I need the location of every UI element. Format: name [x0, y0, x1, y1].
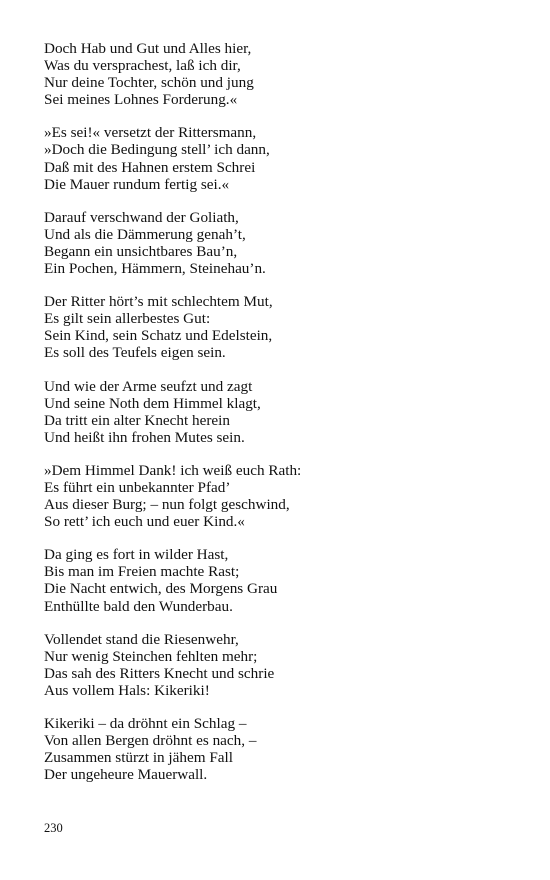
- stanza-2: [44, 124, 514, 192]
- verse-line: Was du versprachest, laß ich dir,: [44, 57, 241, 75]
- page-number: 230: [44, 821, 63, 835]
- verse-line: Ein Pochen, Hämmern, Steinehau’n.: [44, 260, 266, 278]
- stanza-7: [44, 546, 514, 614]
- verse-line: Und als die Dämmerung genah’t,: [44, 225, 246, 243]
- verse-line: Es soll des Teufels eigen sein.: [44, 344, 226, 362]
- verse-line: Vollendet stand die Riesenwehr,: [44, 630, 239, 648]
- verse-line: Und wie der Arme seufzt und zagt: [44, 377, 253, 395]
- verse-line: Aus dieser Burg; – nun folgt geschwind,: [44, 496, 290, 514]
- verse-line: Zusammen stürzt in jähem Fall: [44, 749, 233, 767]
- verse-line: Sei meines Lohnes Forderung.«: [44, 91, 238, 109]
- verse-line: Die Mauer rundum fertig sei.«: [44, 175, 230, 193]
- verse-line: So rett’ ich euch und euer Kind.«: [44, 513, 245, 531]
- verse-line: Darauf verschwand der Goliath,: [44, 208, 239, 226]
- verse-line: Nur deine Tochter, schön und jung: [44, 74, 254, 92]
- stanza-4: [44, 293, 514, 361]
- verse-line: Daß mit des Hahnen erstem Schrei: [44, 158, 256, 176]
- verse-line: Und seine Noth dem Himmel klagt,: [44, 394, 261, 412]
- stanza-1: [44, 40, 514, 108]
- verse-line: Kikeriki – da dröhnt ein Schlag –: [44, 715, 247, 732]
- verse-line: »Dem Himmel Dank! ich weiß euch Rath:: [44, 461, 302, 479]
- verse-line: Doch Hab und Gut und Alles hier,: [44, 40, 252, 57]
- verse-line: Sein Kind, sein Schatz und Edelstein,: [44, 327, 273, 345]
- verse-line: Es gilt sein allerbestes Gut:: [44, 310, 211, 328]
- verse-line: Da ging es fort in wilder Hast,: [44, 546, 229, 564]
- verse-line: Da tritt ein alter Knecht herein: [44, 411, 230, 429]
- stanza-6: [44, 462, 514, 530]
- verse-line: Nur wenig Steinchen fehlten mehr;: [44, 647, 258, 665]
- stanza-5: [44, 378, 514, 446]
- stanza-9: [44, 715, 514, 783]
- verse-line: Der ungeheure Mauerwall.: [44, 766, 208, 784]
- verse-line: »Es sei!« versetzt der Rittersmann,: [44, 124, 257, 142]
- verse-line: Der Ritter hört’s mit schlechtem Mut,: [44, 293, 273, 311]
- verse-line: Aus vollem Hals: Kikeriki!: [44, 681, 210, 699]
- stanza-8: [44, 631, 514, 699]
- verse-line: Begann ein unsichtbares Bau’n,: [44, 242, 238, 260]
- verse-line: »Doch die Bedingung stell’ ich dann,: [44, 141, 270, 159]
- verse-line: Enthüllte bald den Wunderbau.: [44, 597, 233, 615]
- verse-line: Und heißt ihn frohen Mutes sein.: [44, 428, 245, 446]
- verse-line: Von allen Bergen dröhnt es nach, –: [44, 732, 257, 750]
- verse-line: Es führt ein unbekannter Pfad’: [44, 478, 231, 496]
- poem-body: [44, 40, 514, 799]
- verse-line: Die Nacht entwich, des Morgens Grau: [44, 580, 278, 598]
- verse-line: Bis man im Freien machte Rast;: [44, 563, 240, 581]
- verse-line: Das sah des Ritters Knecht und schrie: [44, 664, 275, 682]
- stanza-3: [44, 209, 514, 277]
